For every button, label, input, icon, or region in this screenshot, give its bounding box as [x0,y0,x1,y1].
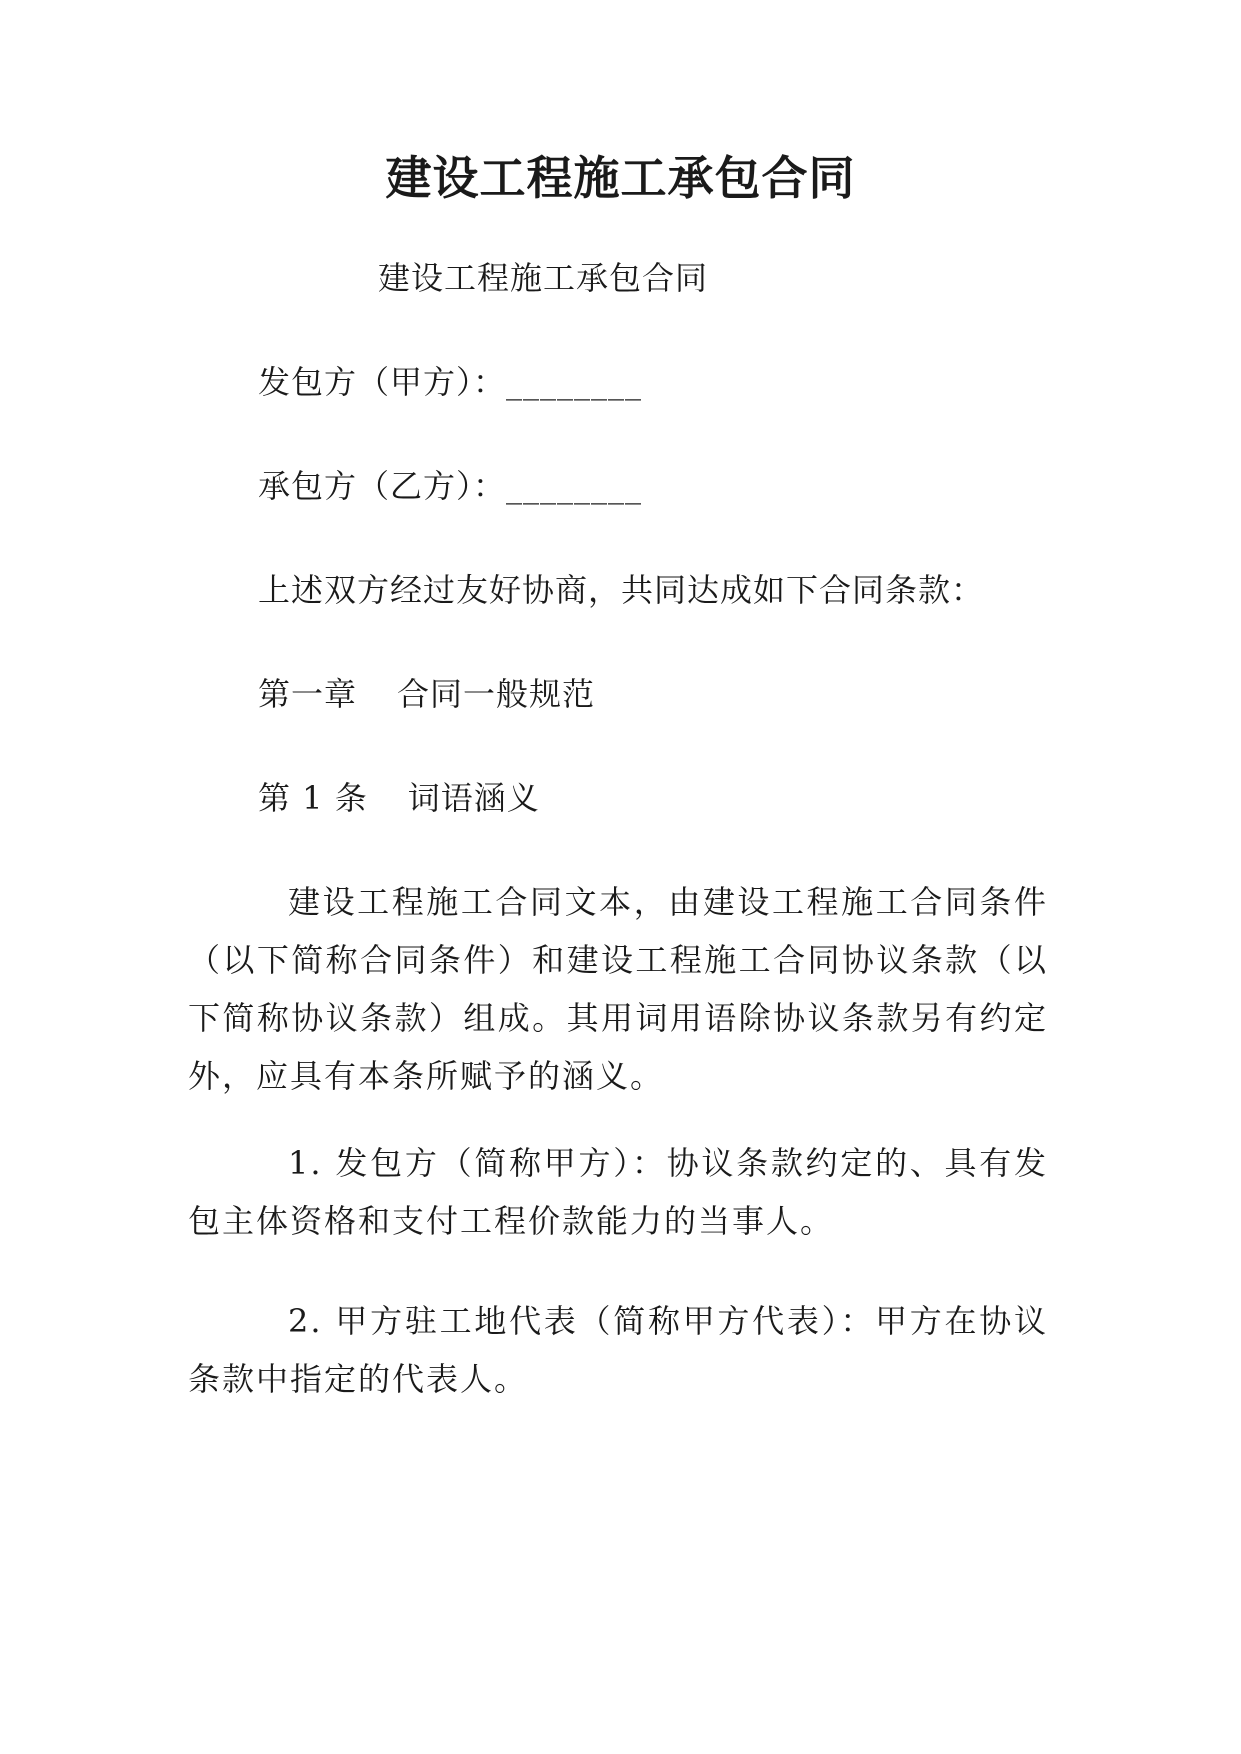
chapter-name: 合同一般规范 [397,675,596,713]
chapter-heading [258,674,595,714]
party-b-line: 承包方（乙方）：________ [258,467,643,505]
article-heading [258,778,540,818]
party-a-line: 发包方（甲方）：________ [258,363,643,401]
document-subtitle: 建设工程施工承包合同 [378,259,709,297]
chapter-number: 第一章 [258,675,358,713]
document-title: 建设工程施工承包合同 [385,151,856,205]
article-name: 词语涵义 [407,779,540,817]
paragraph-definitions: 建设工程施工合同文本，由建设工程施工合同条件（以下简称合同条件）和建设工程施工合同协议条款（以下简称协议条款）组成。其用词用语除协议条款另有约定外，应具有本条所赋予的涵义。 [188,883,1048,1095]
article-number: 第 1 条 [258,779,368,817]
paragraph-item-1: 1. 发包方（简称甲方）：协议条款约定的、具有发包主体资格和支付工程价款能力的当事人。 [188,1144,1048,1240]
paragraph-item-2: 2. 甲方驻工地代表（简称甲方代表）：甲方在协议条款中指定的代表人。 [188,1302,1048,1398]
intro-line: 上述双方经过友好协商，共同达成如下合同条款： [258,571,985,609]
